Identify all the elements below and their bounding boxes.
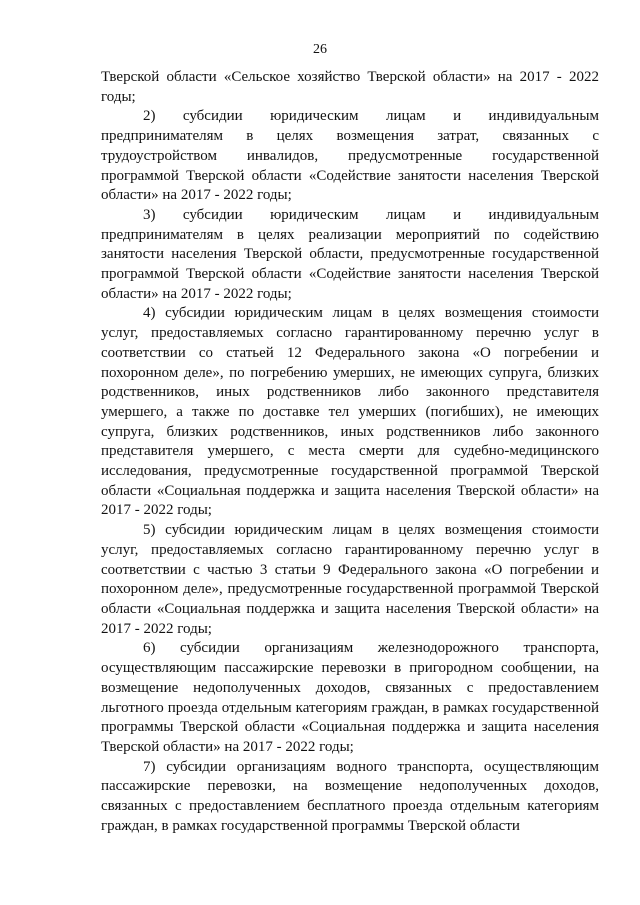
document-body [101, 68, 599, 836]
paragraph-item-5: 5) субсидии юридическим лицам в целях возмещения стоимости услуг, предоставляемых согласно гарантированному перечню услуг в соответствии с частью 3 статьи 9 Федерального закона «О погребении и похоронном деле», предусмотренные государственной программой Тверской области «Социальная поддержка и защита населения Тверской области» на 2017 - 2022 годы; [101, 522, 599, 637]
paragraph-item-2: 2) субсидии юридическим лицам и индивидуальным предпринимателям в целях возмещения затрат, связанных с трудоустройством инвалидов, предусмотренные государственной программой Тверской области «Содействие занятости населения Тверской области» на 2017 - 2022 годы; [101, 108, 599, 204]
paragraph-continuation: Тверской области «Сельское хозяйство Тверской области» на 2017 - 2022 годы; [101, 69, 599, 105]
paragraph-item-3: 3) субсидии юридическим лицам и индивидуальным предпринимателям в целях реализации мероприятий по содействию занятости населения Тверской области, предусмотренные государственной программой Тверской области «Содействие занятости населения Тверской области» на 2017 - 2022 годы; [101, 206, 599, 302]
page-number: 26 [313, 42, 327, 57]
paragraph-item-6: 6) субсидии организациям железнодорожного транспорта, осуществляющим пассажирские перевозки в пригородном сообщении, на возмещение недополученных доходов, связанных с предоставлением льготного проезда отдельным категориям граждан, в рамках государственной программы Тверской области «Социальная поддержка и защита населения Тверской области» на 2017 - 2022 годы; [101, 640, 599, 755]
paragraph-item-4: 4) субсидии юридическим лицам в целях возмещения стоимости услуг, предоставляемых согласно гарантированному перечню услуг в соответствии со статьей 12 Федерального закона «О погребении и похоронном деле», по погребению умерших, не имеющих супруга, близких родственников, иных родственников либо законного представителя умершего, а также по доставке тел умерших (погибших), не имеющих супруга, близких родственников, иных родственников либо законного представителя умершего, с места смерти для судебно-медицинского исследования, предусмотренные государственной программой Тверской области «Социальная поддержка и защита населения Тверской области» на 2017 - 2022 годы; [101, 305, 599, 519]
paragraph-item-7: 7) субсидии организациям водного транспорта, осуществляющим пассажирские перевозки, на возмещение недополученных доходов, связанных с предоставлением бесплатного проезда отдельным категориям граждан, в рамках государственной программы Тверской области [101, 758, 599, 834]
